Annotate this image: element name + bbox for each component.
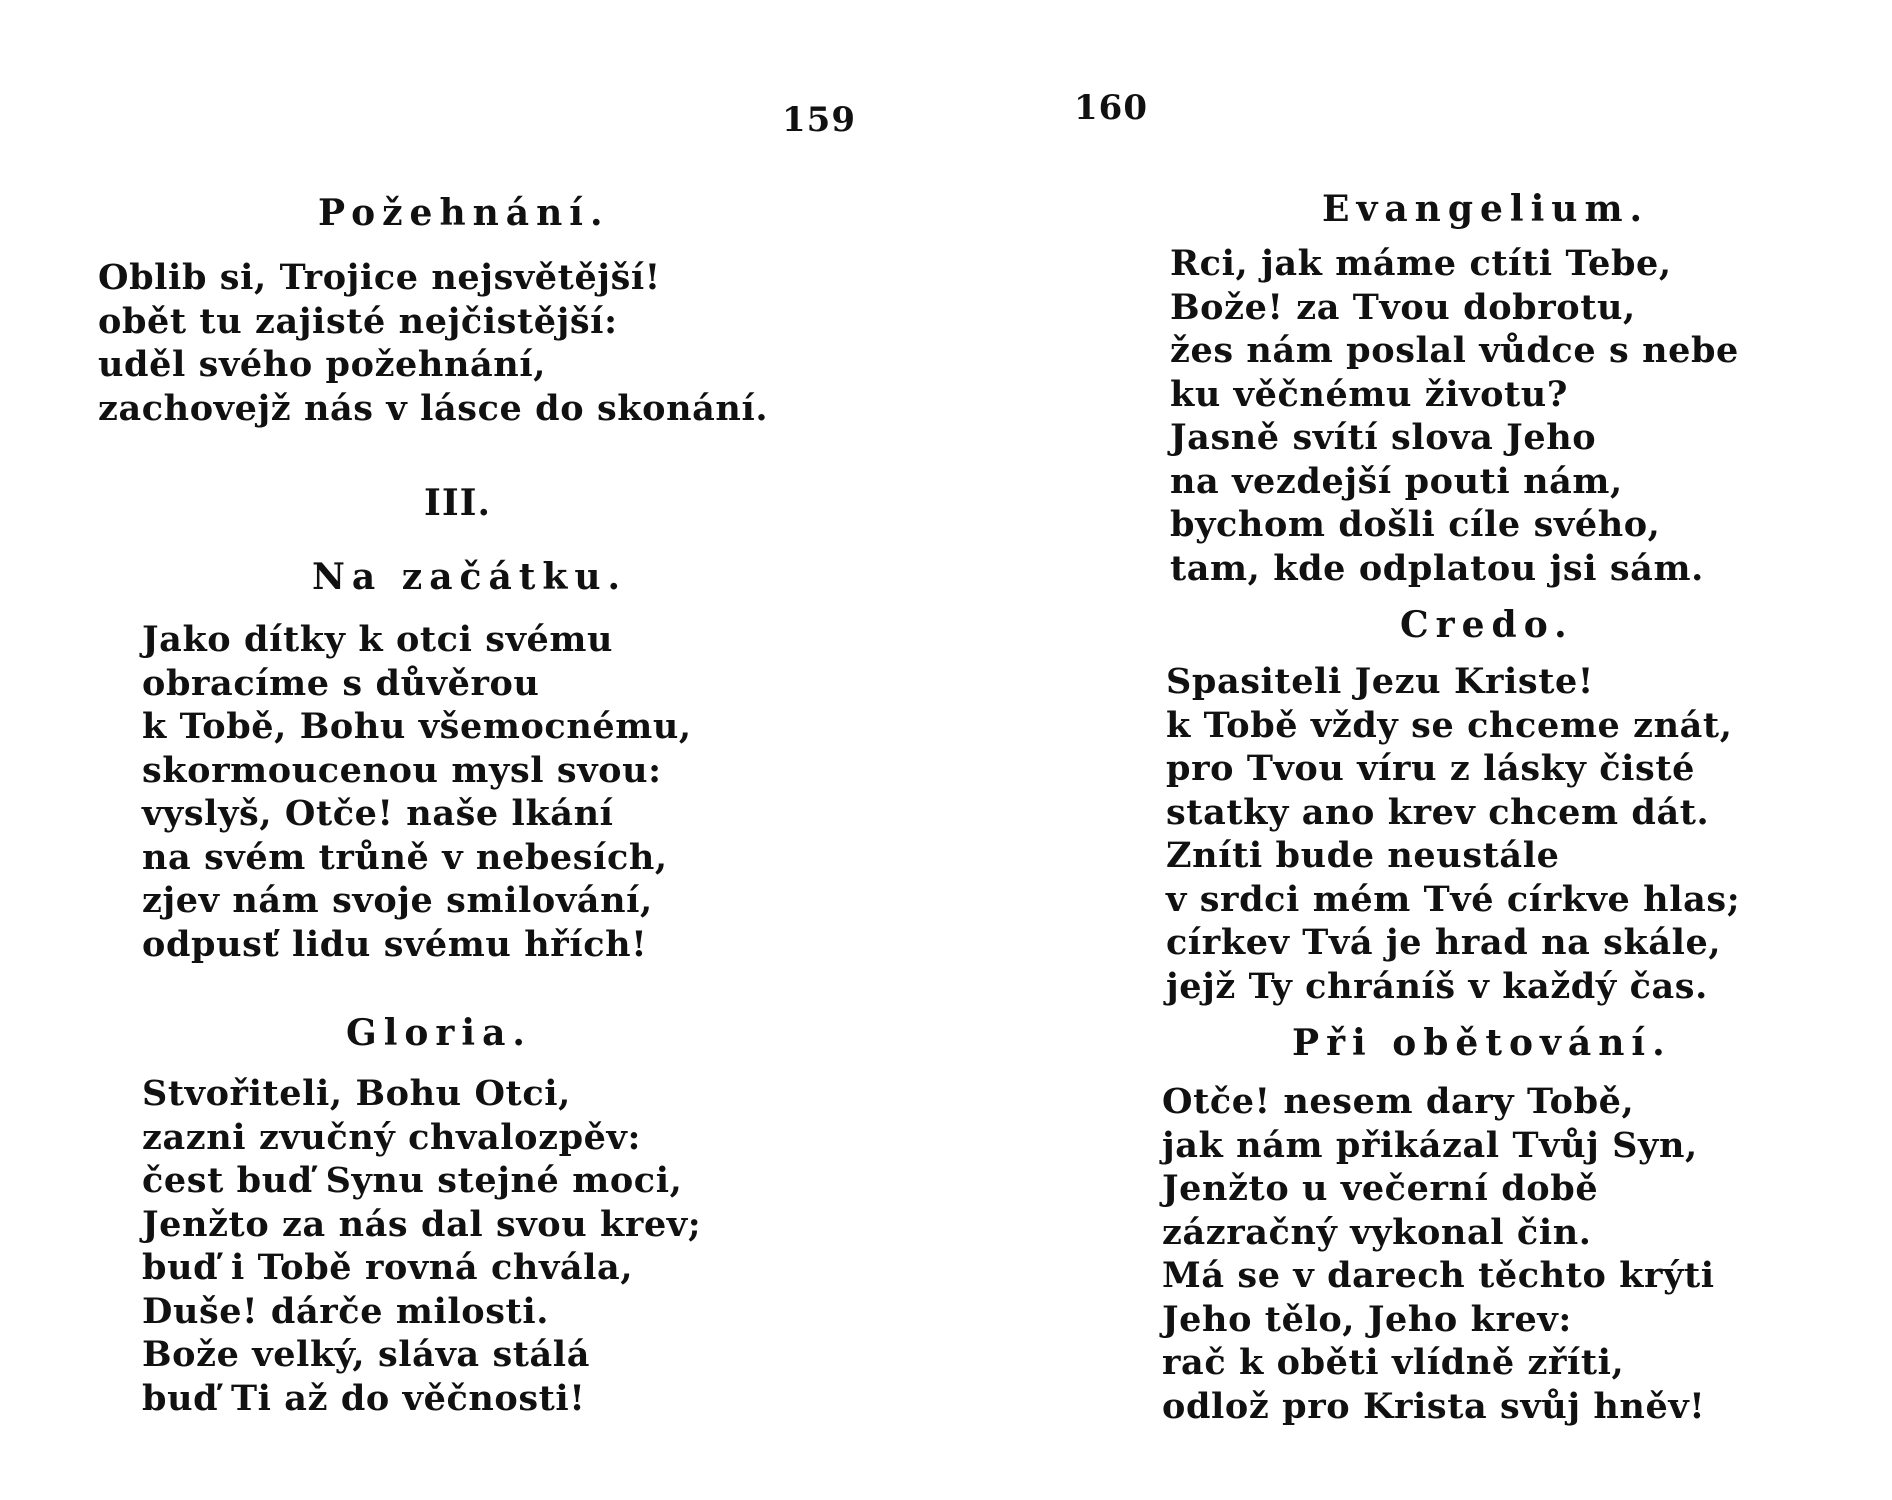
verse-line: Oblib si, Trojice nejsvětější! (98, 257, 661, 298)
verse-line: Jenžto u večerní době (1162, 1168, 1599, 1209)
verse-line: v srdci mém Tvé církve hlas; (1166, 878, 1741, 920)
verse-line: na vezdejší pouti nám, (1170, 460, 1623, 502)
verse-line: ku věčnému životu? (1170, 373, 1568, 415)
verse-line: buď Ti až do věčnosti! (142, 1377, 586, 1419)
verse-line: Spasiteli Jezu Kriste! (1166, 661, 1594, 702)
section-heading-evangelium: Evangelium. (1322, 188, 1650, 230)
verse-gloria (142, 1072, 701, 1420)
verse-line: jejž Ty chráníš v každý čas. (1166, 965, 1708, 1007)
verse-line: pro Tvou víru z lásky čisté (1166, 748, 1695, 789)
verse-line: obět tu zajisté nejčistější: (98, 300, 618, 342)
verse-line: Bože! za Tvou dobrotu, (1170, 286, 1636, 328)
right-page (946, 0, 1892, 1500)
page-number: 160 (1074, 88, 1148, 128)
verse-line: odlož pro Krista svůj hněv! (1162, 1385, 1706, 1427)
verse-line: bychom došli cíle svého, (1170, 504, 1661, 545)
verse-line: obracíme s důvěrou (142, 662, 540, 704)
verse-line: Jasně svítí slova Jeho (1170, 417, 1597, 458)
section-heading-credo: Credo. (1400, 604, 1574, 646)
section-heading-pozehnani: Požehnání. (318, 192, 610, 234)
verse-line: vyslyš, Otče! naše lkání (142, 793, 614, 834)
verse-line: skormoucenou mysl svou: (142, 749, 662, 791)
verse-line: zachovejž nás v lásce do skonání. (98, 387, 769, 429)
verse-line: k Tobě, Bohu všemocnému, (142, 706, 692, 747)
verse-line: na svém trůně v nebesích, (142, 836, 668, 878)
verse-line: Má se v darech těchto krýti (1162, 1255, 1715, 1296)
verse-pri-obetovani (1162, 1080, 1715, 1428)
verse-line: Stvořiteli, Bohu Otci, (142, 1073, 571, 1114)
verse-line: rač k oběti vlídně zříti, (1162, 1342, 1625, 1383)
verse-line: Bože velký, sláva stálá (142, 1334, 590, 1375)
verse-line: Otče! nesem dary Tobě, (1162, 1081, 1635, 1122)
verse-line: odpusť lidu svému hřích! (142, 923, 648, 965)
verse-line: statky ano krev chcem dát. (1166, 791, 1710, 833)
verse-line: zázračný vykonal čin. (1162, 1211, 1592, 1253)
verse-line: k Tobě vždy se chceme znát, (1166, 704, 1733, 746)
section-heading-gloria: Gloria. (346, 1012, 532, 1054)
verse-line: církev Tvá je hrad na skále, (1166, 922, 1722, 963)
part-number: III. (424, 482, 492, 524)
verse-line: buď i Tobě rovná chvála, (142, 1247, 634, 1288)
verse-line: čest buď Synu stejné moci, (142, 1160, 683, 1201)
verse-line: uděl svého požehnání, (98, 344, 547, 385)
verse-credo (1166, 660, 1740, 1008)
verse-line: Jako dítky k otci svému (142, 619, 614, 660)
verse-line: zazni zvučný chvalozpěv: (142, 1116, 641, 1158)
verse-line: jak nám přikázal Tvůj Syn, (1162, 1124, 1698, 1166)
verse-line: žes nám poslal vůdce s nebe (1170, 330, 1739, 371)
section-heading-pri-obetovani: Při obětování. (1292, 1022, 1672, 1064)
verse-line: zjev nám svoje smilování, (142, 880, 653, 921)
verse-line: Duše! dárče milosti. (142, 1290, 549, 1332)
verse-line: Jenžto za nás dal svou krev; (142, 1203, 702, 1245)
verse-line: Zníti bude neustále (1166, 835, 1560, 876)
verse-line: Rci, jak máme ctíti Tebe, (1170, 243, 1672, 284)
verse-line: tam, kde odplatou jsi sám. (1170, 547, 1704, 589)
verse-evangelium (1170, 242, 1739, 590)
page-number: 159 (782, 100, 856, 140)
section-heading-na-zacatku: Na začátku. (312, 556, 628, 598)
verse-na-zacatku (142, 618, 692, 966)
verse-pozehnani (98, 256, 768, 430)
verse-line: Jeho tělo, Jeho krev: (1162, 1298, 1572, 1340)
